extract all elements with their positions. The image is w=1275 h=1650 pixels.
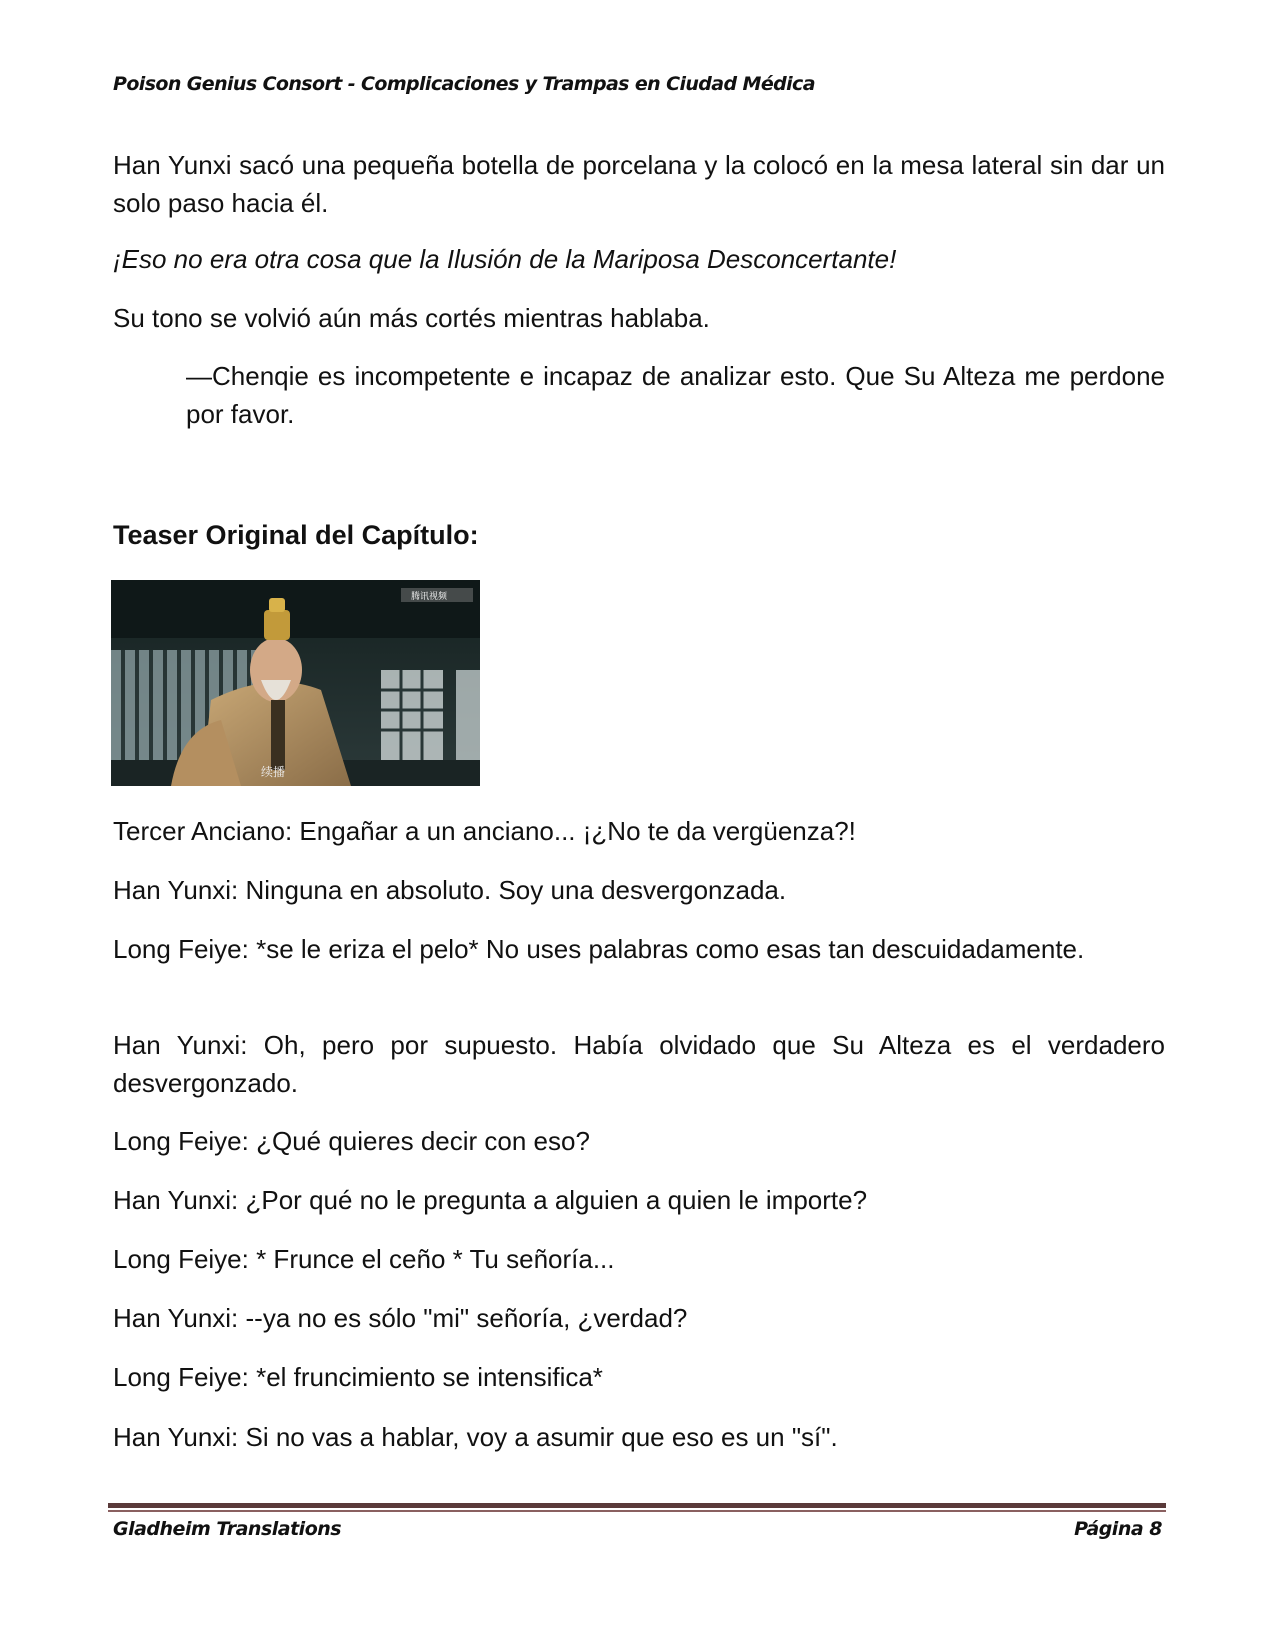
dialogue-line: Han Yunxi: Oh, pero por supuesto. Había olvidado que Su Alteza es el verdadero desvergonzado. [113,1030,1165,1098]
footer-publisher: Gladheim Translations [113,1518,342,1540]
section-heading: Teaser Original del Capítulo: [113,520,479,550]
dialogue-line: Han Yunxi: Si no vas a hablar, voy a asumir que eso es un "sí". [113,1422,838,1452]
dialogue-line: Han Yunxi: ¿Por qué no le pregunta a alguien a quien le importe? [113,1185,868,1215]
video-watermark: 腾讯视频 [411,592,448,602]
dialogue-line: Long Feiye: *el fruncimiento se intensifica* [113,1362,603,1392]
video-subtitle: 续播 [261,765,286,779]
dialogue-line: Han Yunxi: Ninguna en absoluto. Soy una desvergonzada. [113,875,787,905]
dialogue-line: Long Feiye: *se le eriza el pelo* No uses palabras como esas tan descuidadamente. [113,934,1085,964]
page-number: Página 8 [1074,1518,1162,1540]
dialogue-line: Han Yunxi: --ya no es sólo "mi" señoría, ¿verdad? [113,1303,688,1333]
paragraph-tone: Su tono se volvió aún más cortés mientras hablaba. [113,303,710,333]
paragraph-bottle: Han Yunxi sacó una pequeña botella de porcelana y la colocó en la mesa lateral sin dar un solo paso hacia él. [113,150,1165,218]
dialogue-line: Long Feiye: * Frunce el ceño * Tu señoría... [113,1244,615,1274]
paragraph-butterfly-illusion: ¡Eso no era otra cosa que la Ilusión de la Mariposa Desconcertante! [113,244,897,274]
teaser-image [111,580,480,786]
footer-divider [108,1502,1166,1514]
dialogue-line: Long Feiye: ¿Qué quieres decir con eso? [113,1126,590,1156]
running-header: Poison Genius Consort - Complicaciones y Trampas en Ciudad Médica [113,73,815,95]
dialogue-line: Tercer Anciano: Engañar a un anciano... ¡¿No te da vergüenza?! [113,816,856,846]
quote-chenqie: —Chenqie es incompetente e incapaz de analizar esto. Que Su Alteza me perdone por favor. [186,361,1165,429]
